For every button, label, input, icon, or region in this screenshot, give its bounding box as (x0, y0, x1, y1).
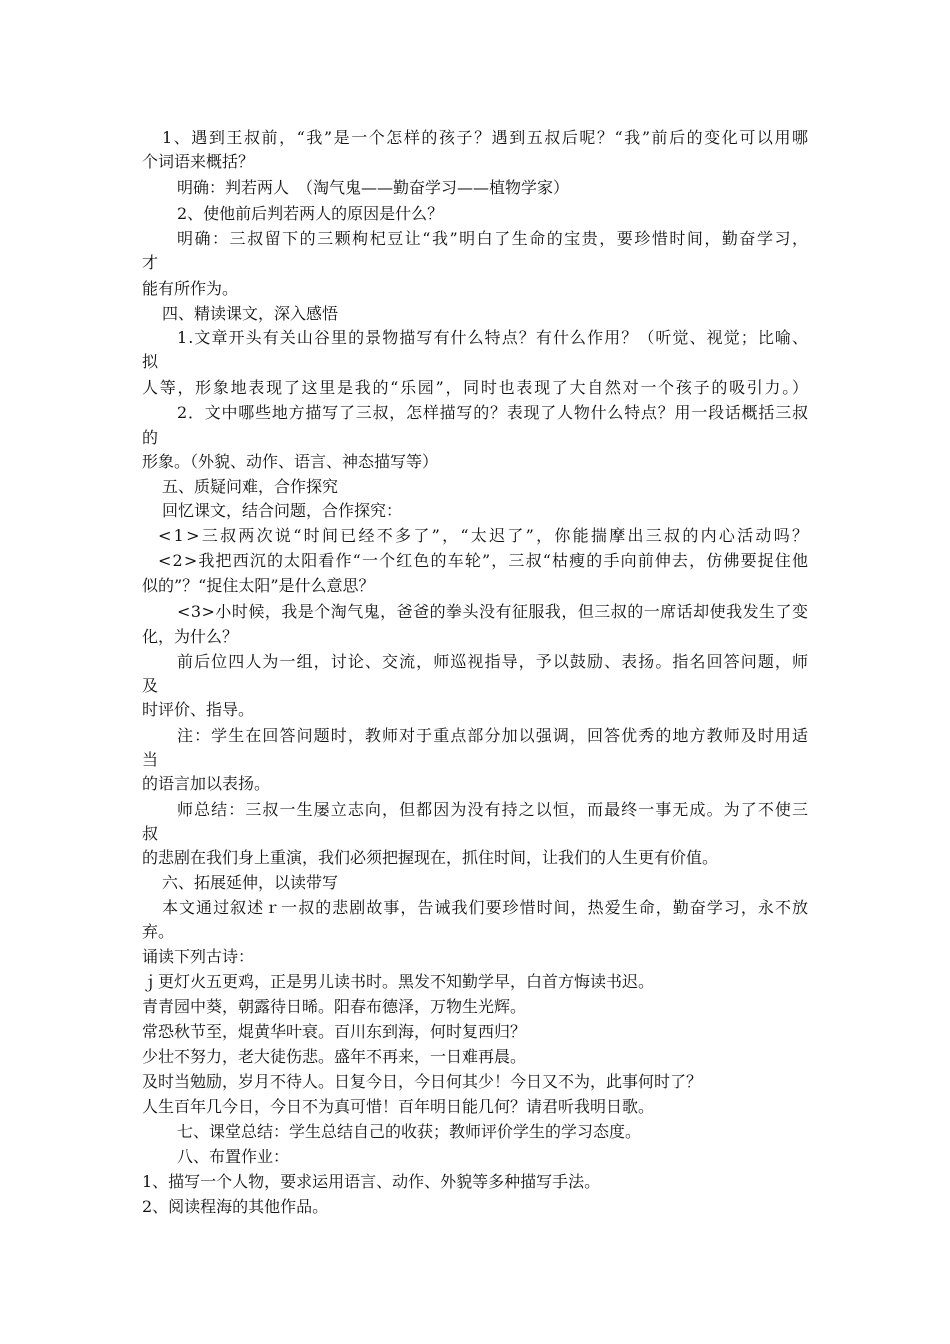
poem-line: ｊ更灯火五更鸡，正是男儿读书时。黑发不知勤学早，白首方悔读书迟。 (142, 972, 655, 991)
section-heading: 六、拓展延伸，以读带写 (162, 873, 339, 892)
text-line: 弃。 (142, 922, 175, 941)
section-heading: 七、课堂总结：学生总结自己的收获；教师评价学生的学习态度。 (177, 1122, 642, 1141)
section-heading: 四、精读课文，深入感悟 (162, 304, 339, 323)
poem-line: 人生百年几今日，今日不为真可惜！百年明日能几何？请君听我明日歌。 (142, 1097, 655, 1116)
section-heading: 八、布置作业： (177, 1147, 290, 1166)
text-line: 注：学生在回答问题时，教师对于重点部分加以强调，回答优秀的地方教师及时用适 (177, 726, 810, 745)
text-line: <1>三叔两次说“时间已经不多了”，“太迟了”，你能揣摩出三叔的内心活动吗？ (158, 526, 811, 545)
text-line: 人等，形象地表现了这里是我的“乐园”，同时也表现了大自然对一个孩子的吸引力。） (142, 378, 810, 397)
poem-line: 及时当勉励，岁月不待人。日复今日，今日何其少！今日又不为，此事何时了？ (142, 1072, 703, 1091)
text-line: 形象。（外貌、动作、语言、神态描写等） (142, 452, 439, 471)
text-line: 及 (142, 676, 159, 695)
text-line: 才 (142, 253, 159, 272)
text-line: 的悲剧在我们身上重演，我们必须把握现在，抓住时间，让我们的人生更有价值。 (142, 848, 719, 867)
text-line: 时评价、指导。 (142, 700, 255, 719)
text-line: 的语言加以表扬。 (142, 774, 271, 793)
text-line: 的 (142, 428, 159, 447)
text-line: 1、遇到王叔前，“我”是一个怎样的孩子？遇到五叔后呢？“我”前后的变化可以用哪 (162, 128, 810, 147)
text-line: 拟 (142, 352, 159, 371)
text-line: 2．文中哪些地方描写了三叔，怎样描写的？表现了人物什么特点？用一段话概括三叔 (177, 403, 809, 422)
text-line: 诵读下列古诗： (142, 947, 255, 966)
text-line: 1.文章开头有关山谷里的景物描写有什么特点？有什么作用？（听觉、视觉；比喻、 (177, 328, 810, 347)
text-line: 2、使他前后判若两人的原因是什么？ (177, 204, 444, 223)
text-line: 叔 (142, 824, 159, 843)
text-line: 本文通过叙述ｒ一叔的悲剧故事，告诫我们要珍惜时间，热爱生命，勤奋学习，永不放 (162, 898, 810, 917)
text-line: 前后位四人为一组，讨论、交流，师巡视指导，予以鼓励、表扬。指名回答问题，师 (177, 652, 810, 671)
section-heading: 五、质疑问难，合作探究 (162, 477, 339, 496)
poem-line: 青青园中葵，朝露待日晞。阳春布德泽，万物生光辉。 (142, 997, 527, 1016)
poem-line: 少壮不努力，老大徒伤悲。盛年不再来，一日难再晨。 (142, 1047, 527, 1066)
text-line: 能有所作为。 (142, 279, 239, 298)
text-line: 化，为什么？ (142, 627, 239, 646)
text-line: <3>小时候，我是个淘气鬼，爸爸的拳头没有征服我，但三叔的一席话却使我发生了变 (177, 602, 809, 621)
text-line: 2、阅读程海的其他作品。 (142, 1197, 329, 1216)
text-line: 回忆课文，结合问题，合作探究： (162, 501, 403, 520)
text-line: 师总结：三叔一生屡立志向，但都因为没有持之以恒，而最终一事无成。为了不使三 (177, 800, 810, 819)
text-line: <2>我把西沉的太阳看作“一个红色的车轮”，三叔“枯瘦的手向前伸去，仿佛要捉住他 (158, 551, 810, 570)
text-line: 个词语来概括？ (142, 152, 255, 171)
poem-line: 常恐秋节至，焜黄华叶衰。百川东到海，何时复西归？ (142, 1022, 527, 1041)
text-line: 明确：三叔留下的三颗枸杞豆让“我”明白了生命的宝贵，要珍惜时间，勤奋学习， (177, 229, 810, 248)
text-line: 当 (142, 750, 159, 769)
text-line: 似的”？“捉住太阳”是什么意思？ (142, 576, 375, 595)
text-line: 1、描写一个人物，要求运用语言、动作、外貌等多种描写手法。 (142, 1172, 601, 1191)
text-line: 明确：判若两人 （淘气鬼——勤奋学习——植物学家） (177, 178, 570, 197)
